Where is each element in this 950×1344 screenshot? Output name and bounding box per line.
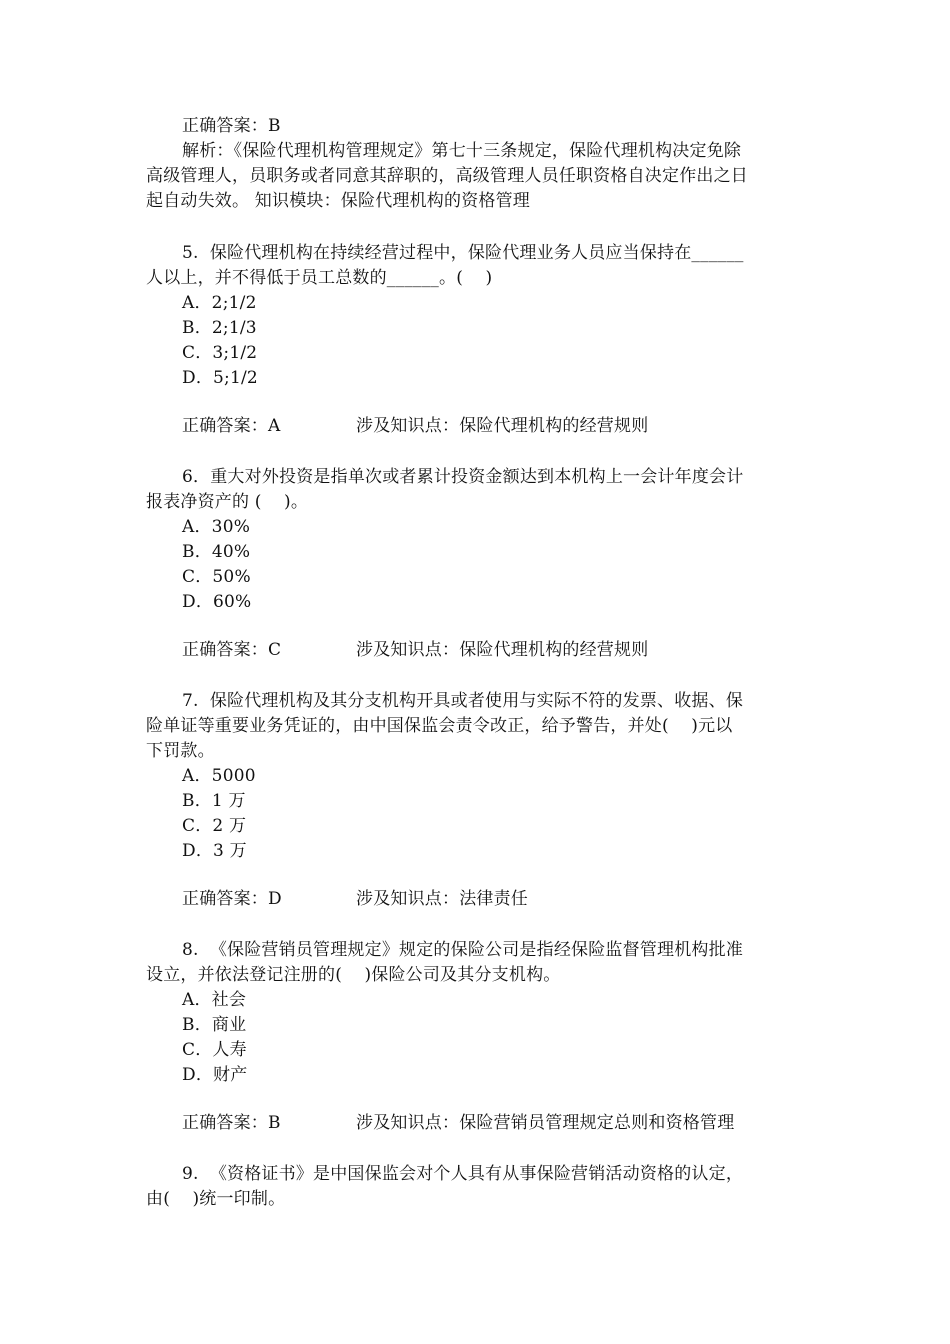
option-a: A．社会 [182,990,247,1010]
option-b: B．40% [182,542,251,562]
answer-line: 正确答案：C [182,640,282,660]
answer-line: 正确答案：B [182,116,281,136]
question-text: 7. 保险代理机构及其分支机构开具或者使用与实际不符的发票、收据、保 [182,691,744,711]
question-text: 由( )统一印制。 [146,1189,286,1209]
answer-line: 正确答案：A [182,416,281,436]
option-c: C．2 万 [182,816,247,836]
option-a: A．2;1/2 [182,293,257,313]
option-d: D．60% [182,592,252,612]
question-text: 8. 《保险营销员管理规定》规定的保险公司是指经保险监督管理机构批准 [182,940,744,960]
analysis-line: 高级管理人，员职务或者同意其辞职的，高级管理人员任职资格自决定作出之日 [146,166,748,186]
knowledge-point: 涉及知识点：法律责任 [356,889,528,909]
option-d: D．3 万 [182,841,247,861]
answer-line: 正确答案：B [182,1113,281,1133]
question-text: 6．重大对外投资是指单次或者累计投资金额达到本机构上一会计年度会计 [182,467,744,487]
option-c: C．3;1/2 [182,343,258,363]
question-text: 报表净资产的 ( )。 [146,492,309,512]
knowledge-point: 涉及知识点：保险代理机构的经营规则 [356,640,649,660]
question-text: 9. 《资格证书》是中国保监会对个人具有从事保险营销活动资格的认定， [182,1164,744,1184]
question-text: 人以上，并不得低于员工总数的______。( ) [146,268,493,288]
option-a: A．5000 [182,766,256,786]
answer-line: 正确答案：D [182,889,282,909]
option-b: B．商业 [182,1015,247,1035]
question-text: 设立，并依法登记注册的( )保险公司及其分支机构。 [146,965,561,985]
question-text: 5. 保险代理机构在持续经营过程中，保险代理业务人员应当保持在______ [182,243,744,263]
knowledge-point: 涉及知识点：保险营销员管理规定总则和资格管理 [356,1113,735,1133]
option-a: A．30% [182,517,251,537]
question-text: 险单证等重要业务凭证的，由中国保监会责令改正，给予警告，并处( )元以 [146,716,733,736]
question-text: 下罚款。 [146,741,215,761]
analysis-line: 解析：《保险代理机构管理规定》第七十三条规定，保险代理机构决定免除 [182,141,742,161]
knowledge-point: 涉及知识点：保险代理机构的经营规则 [356,416,649,436]
option-b: B．1 万 [182,791,246,811]
option-c: C．人寿 [182,1040,247,1060]
option-c: C．50% [182,567,251,587]
option-d: D．5;1/2 [182,368,258,388]
analysis-line: 起自动失效。 知识模块：保险代理机构的资格管理 [146,191,531,211]
option-d: D．财产 [182,1065,248,1085]
option-b: B．2;1/3 [182,318,257,338]
